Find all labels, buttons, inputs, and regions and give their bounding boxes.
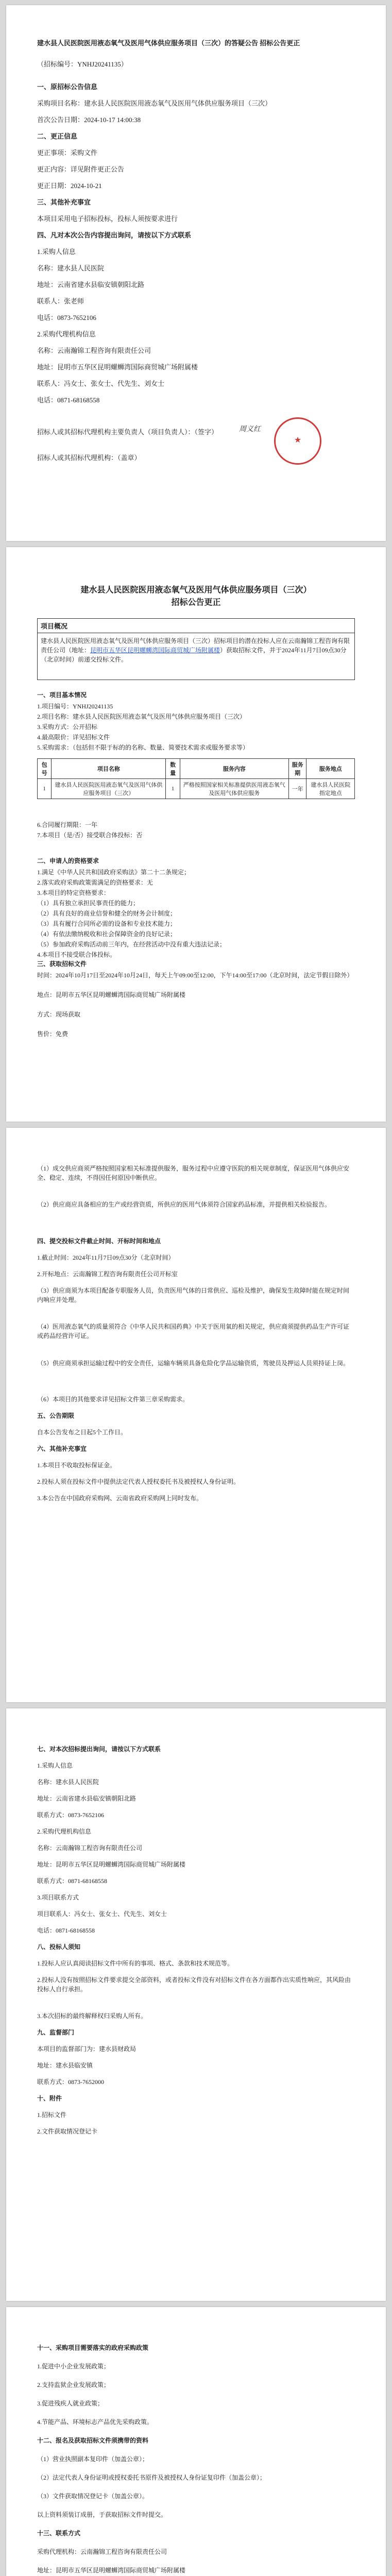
- table-cell: 一年: [288, 779, 306, 799]
- text-line: 售价：免费: [37, 1030, 69, 1038]
- page-2: [6, 547, 386, 1122]
- notice-line: 电话：0871-68168558: [37, 396, 100, 404]
- procurement-table: [37, 758, 355, 799]
- paragraph: 联系方式：0873-7652000: [37, 2078, 104, 2086]
- paragraph: 2.采购代理机构信息: [37, 1828, 92, 1835]
- paragraph: 1.投标人应认真阅读招标文件中所有的事项、格式、条款和技术规范等。: [37, 1960, 234, 1967]
- paragraph: （2）供应商应具备相应的生产或经营资质，所供应的医用气体须符合国家药品标准，并提供相关检验报告。: [37, 1201, 331, 1209]
- paragraph: 地址：昆明市五华区昆明螺蛳湾国际商贸城广场附属楼: [37, 2567, 186, 2574]
- text-line: （5）参加政府采购活动前三年内，在经营活动中没有重大违法记录；: [37, 941, 226, 948]
- text-line: （1）具有独立承担民事责任的能力；: [37, 900, 140, 907]
- text-line: 7.本项目（是/否）接受联合体投标：否: [37, 832, 143, 839]
- company-seal: ★: [274, 417, 321, 465]
- paragraph: 地址：建水县临安镇: [37, 2062, 93, 2070]
- table-cell: 1: [38, 779, 52, 799]
- paragraph: 2.文件获取情况登记卡: [37, 2128, 98, 2136]
- notice-line: 名称：云南瀚锦工程咨询有限责任公司: [37, 347, 151, 354]
- paragraph: 自本公告发布之日起5个工作日。: [37, 1429, 127, 1436]
- text-line: 3.采购方式：公开招标: [37, 723, 98, 731]
- text-line: （3）具有履行合同所必需的设备和专业技术能力；: [37, 920, 177, 927]
- paragraph: 四、提交投标文件截止时间、开标时间和地点: [37, 1237, 161, 1245]
- text-line: 3.本项目的特定资格要求：: [37, 889, 110, 896]
- notice-line: 更正内容：详见附件更正公告: [37, 165, 125, 173]
- paragraph: 2.开标地点：云南瀚锦工程咨询有限责任公司开标室: [37, 1270, 178, 1278]
- paragraph: 地址：昆明市五华区昆明螺蛳湾国际商贸城广场附属楼: [37, 1861, 186, 1868]
- paragraph: 1.招标文件: [37, 2111, 67, 2119]
- text-line: 时间：2024年10月17日至2024年10月24日，每天上午09:00至12:00，下午14:00至17:00（北京时间，法定节假日除外）: [37, 972, 353, 979]
- paragraph: 3.项目联系方式: [37, 1894, 79, 1901]
- paragraph: 2.投标人须在投标文件中提供法定代表人授权委托书及被授权人身份证明。: [37, 1478, 240, 1485]
- paragraph: （1）营业执照副本复印件（加盖公章）；: [37, 2455, 149, 2463]
- page-4: [6, 1708, 386, 2301]
- text-line: 方式：现场获取: [37, 1011, 81, 1018]
- paragraph: （3）供应商须为本项目配备专职服务人员，负责医用气体的日常供应、巡检及维护，确保发生故障时能在规定时间内响应并处理。: [37, 1286, 350, 1303]
- notice-line: 更正事项：采购文件: [37, 149, 98, 157]
- table-header-cell: 服务内容: [180, 759, 288, 779]
- table-cell: 严格按照国家相关标准提供医用液态氧气及医用气体供应服务: [180, 779, 288, 799]
- paragraph: 七、对本次招标提出询问，请按以下方式联系: [37, 1745, 161, 1753]
- table-header-cell: 包号: [38, 759, 52, 779]
- paragraph: 五、公告期限: [37, 1412, 75, 1419]
- paragraph: 十二、报名及获取招标文件须携带的资料: [37, 2437, 149, 2444]
- notice-line: 二、更正信息: [37, 132, 78, 140]
- notice-line: 地址：昆明市五华区昆明螺蛳湾国际商贸城广场附属楼: [37, 363, 198, 371]
- paragraph: （1）成交供应商须严格按照国家相关标准提供服务，服务过程中应遵守医院的相关规章制度，保证医用气体供应安全、稳定、连续，不得因任何原因中断供应。: [37, 1165, 350, 1181]
- overview-text-a: 建水县人民医院医用液态氧气及医用气体供应服务项目（三次）招标项目的潜在投标人应在云南瀚锦工程咨询有限责任公司（地址：: [41, 637, 350, 654]
- paragraph: 4.节能产品、环境标志产品优先采购政策。: [37, 2418, 154, 2426]
- text-line: （2）具有良好的商业信誉和健全的财务会计制度；: [37, 910, 177, 917]
- paragraph: 六、其他补充事宜: [37, 1445, 87, 1452]
- notice-line: 四、凡对本次公告内容提出询问，请按以下方式联系: [37, 231, 192, 239]
- notice-line: 一、原招标公告信息: [37, 83, 98, 91]
- text-line: 2.落实政府采购政策需满足的资格要求：无: [37, 879, 154, 886]
- paragraph: 十一、采购项目需要落实的政府采购政策: [37, 2344, 149, 2351]
- paragraph: 2.投标人没有按照招标文件要求提交全部资料，或者投标文件没有对招标文件在各方面都作出实质性响应，其风险由投标人自行承担。: [37, 1976, 351, 1993]
- paragraph: 联系方式：0873-7652106: [37, 1811, 104, 1819]
- page-subtitle: （招标编号：YNHJ20241135）: [37, 60, 128, 68]
- paragraph: 1.截止时间：2024年11月7日09点30分（北京时间）: [37, 1253, 175, 1261]
- notice-line: 采购项目名称：建水县人民医院医用液态氧气及医用气体供应服务项目（三次）: [37, 99, 272, 107]
- section-2-title: 二、申请人的资格要求: [37, 857, 99, 865]
- table-header-row: [38, 759, 355, 779]
- paragraph: （4）医用液态氧气的质量须符合《中华人民共和国药典》中关于医用氧的相关规定，供应商须提供药品生产许可证或药品经营许可证。: [37, 1323, 350, 1340]
- paragraph: 采购代理机构：云南瀚锦工程咨询有限责任公司: [37, 2548, 167, 2555]
- signature-label: 招标人或其招标代理机构主要负责人（项目负责人）：（签字）: [37, 428, 218, 436]
- notice-line: 更正日期：2024-10-21: [37, 182, 102, 190]
- paragraph: （3）文件获取情况登记卡（加盖公章）。: [37, 2493, 149, 2500]
- text-line: 6.合同履行期限：一年: [37, 821, 98, 828]
- notice-heading: 建水县人民医院医用液态氧气及医用气体供应服务项目（三次）: [80, 586, 312, 595]
- paragraph: 联系方式：0871-68168558: [37, 1877, 107, 1885]
- table-cell: 建水县人民医院指定地点: [306, 779, 355, 799]
- table-header-cell: 数量: [166, 759, 180, 779]
- text-line: 4.最高限价：详见招标文件: [37, 734, 110, 741]
- section-1-title: 一、项目基本情况: [37, 691, 87, 699]
- text-line: 1.项目编号：YNHJ20241135: [37, 703, 113, 710]
- paragraph: 项目联系人：冯女士、张女士、代先生、刘女士: [37, 1910, 167, 1918]
- table-header-cell: 项目名称: [52, 759, 166, 779]
- section-3-title: 三、获取招标文件: [37, 960, 87, 968]
- paragraph: 十、附件: [37, 2095, 62, 2103]
- text-line: （4）有依法缴纳税收和社会保障资金的良好记录；: [37, 930, 177, 938]
- table-cell: 建水县人民医院医用液态氧气及医用气体供应服务项目（三次）: [52, 779, 166, 799]
- table-header-cell: 服务地点: [306, 759, 355, 779]
- text-line: 地点：昆明市五华区昆明螺蛳湾国际商贸城广场附属楼: [37, 991, 186, 998]
- table-row: [38, 779, 355, 799]
- paragraph: 3.本公告在中国政府采购网、云南省政府采购网上同时发布。: [37, 1495, 203, 1502]
- table-cell: 1: [166, 779, 180, 799]
- notice-line: 三、其他补充事宜: [37, 198, 91, 206]
- handwritten-signature: 周义红: [239, 426, 261, 433]
- paragraph: （6）本项目的其他要求详见招标文件第三章采购需求。: [37, 1396, 189, 1403]
- notice-line: 电话：0873-7652106: [37, 314, 96, 321]
- page-title: 建水县人民医院医用液态氧气及医用气体供应服务项目（三次）的答疑公告 招标公告更正: [37, 39, 300, 47]
- paragraph: 1.促进中小企业发展政策；: [37, 2363, 110, 2370]
- text-line: 1.满足《中华人民共和国政府采购法》第二十二条规定；: [37, 869, 191, 876]
- notice-line: 联系人：张老师: [37, 297, 84, 305]
- page-3: [6, 1128, 386, 1702]
- project-overview-box: [37, 618, 355, 680]
- table-header-cell: 服务期: [288, 759, 306, 779]
- notice-line: 2.采购代理机构信息: [37, 330, 96, 338]
- paragraph: 电话：0871-68168558: [37, 1927, 95, 1934]
- paragraph: 十三、联系方式: [37, 2530, 81, 2537]
- overview-title: 项目概况: [38, 619, 354, 633]
- text-line: 2.项目名称：建水县人民医院医用液态氧气及医用气体供应服务项目（三次）: [37, 713, 246, 720]
- text-line: 5.采购需求：（包括但不限于标的的名称、数量、简要技术需求或服务要求等）: [37, 744, 249, 751]
- paragraph: （2）法定代表人身份证明或授权委托书原件及被授权人身份证复印件（加盖公章）；: [37, 2474, 266, 2481]
- notice-line: 1.采购人信息: [37, 248, 76, 256]
- page-1: [6, 5, 386, 541]
- paragraph: 九、监督部门: [37, 2029, 75, 2037]
- paragraph: 2.支持监狱企业发展政策；: [37, 2381, 110, 2388]
- paragraph: 3.促进残疾人就业政策；: [37, 2400, 104, 2407]
- paragraph: 地址：云南省建水县临安镇朝阳北路: [37, 1795, 137, 1802]
- notice-line: 名称：建水县人民医院: [37, 264, 105, 272]
- notice-line: 本项目采用电子招标投标，投标人须按要求进行: [37, 215, 178, 223]
- paragraph: 3.本次招标的最终解释权归采购人所有。: [37, 2012, 147, 2020]
- seal-label: 招标人或其招标代理机构：（盖章）: [37, 454, 141, 462]
- paragraph: 八、投标人须知: [37, 1943, 81, 1951]
- paragraph: 1.采购人信息: [37, 1762, 73, 1769]
- paragraph: 以上资料须装订成册，于获取招标文件时提交。: [37, 2511, 167, 2518]
- overview-text-b: ）获取招标文件，并于2024年11月7日09点30分（北京时间）前递交投标文件。: [41, 647, 347, 663]
- notice-line: 联系人：冯女士、张女士、代先生、刘女士: [37, 380, 165, 387]
- notice-line: 地址：云南省建水县临安镇朝阳北路: [37, 281, 145, 289]
- text-line: 4.本项目不接受联合体投标。: [37, 951, 116, 958]
- paragraph: （5）供应商须承担运输过程中的安全责任，运输车辆须具备危险化学品运输资质，驾驶员及押运人员须持证上岗。: [37, 1359, 350, 1367]
- paragraph: 1.本项目不收取投标保证金。: [37, 1462, 116, 1469]
- overview-link[interactable]: 昆明市五华区昆明螺蛳湾国际商贸城广场附属楼: [90, 647, 220, 654]
- paragraph: 本项目的监督部门为：建水县财政局: [37, 2045, 137, 2053]
- paragraph: 名称：云南瀚锦工程咨询有限责任公司: [37, 1844, 143, 1852]
- notice-subheading: 招标公告更正: [171, 598, 221, 607]
- overview-text: [38, 633, 354, 667]
- paragraph: 名称：建水县人民医院: [37, 1778, 99, 1786]
- notice-line: 首次公告日期：2024-10-17 14:00:38: [37, 116, 141, 124]
- page-5: [6, 2307, 386, 2576]
